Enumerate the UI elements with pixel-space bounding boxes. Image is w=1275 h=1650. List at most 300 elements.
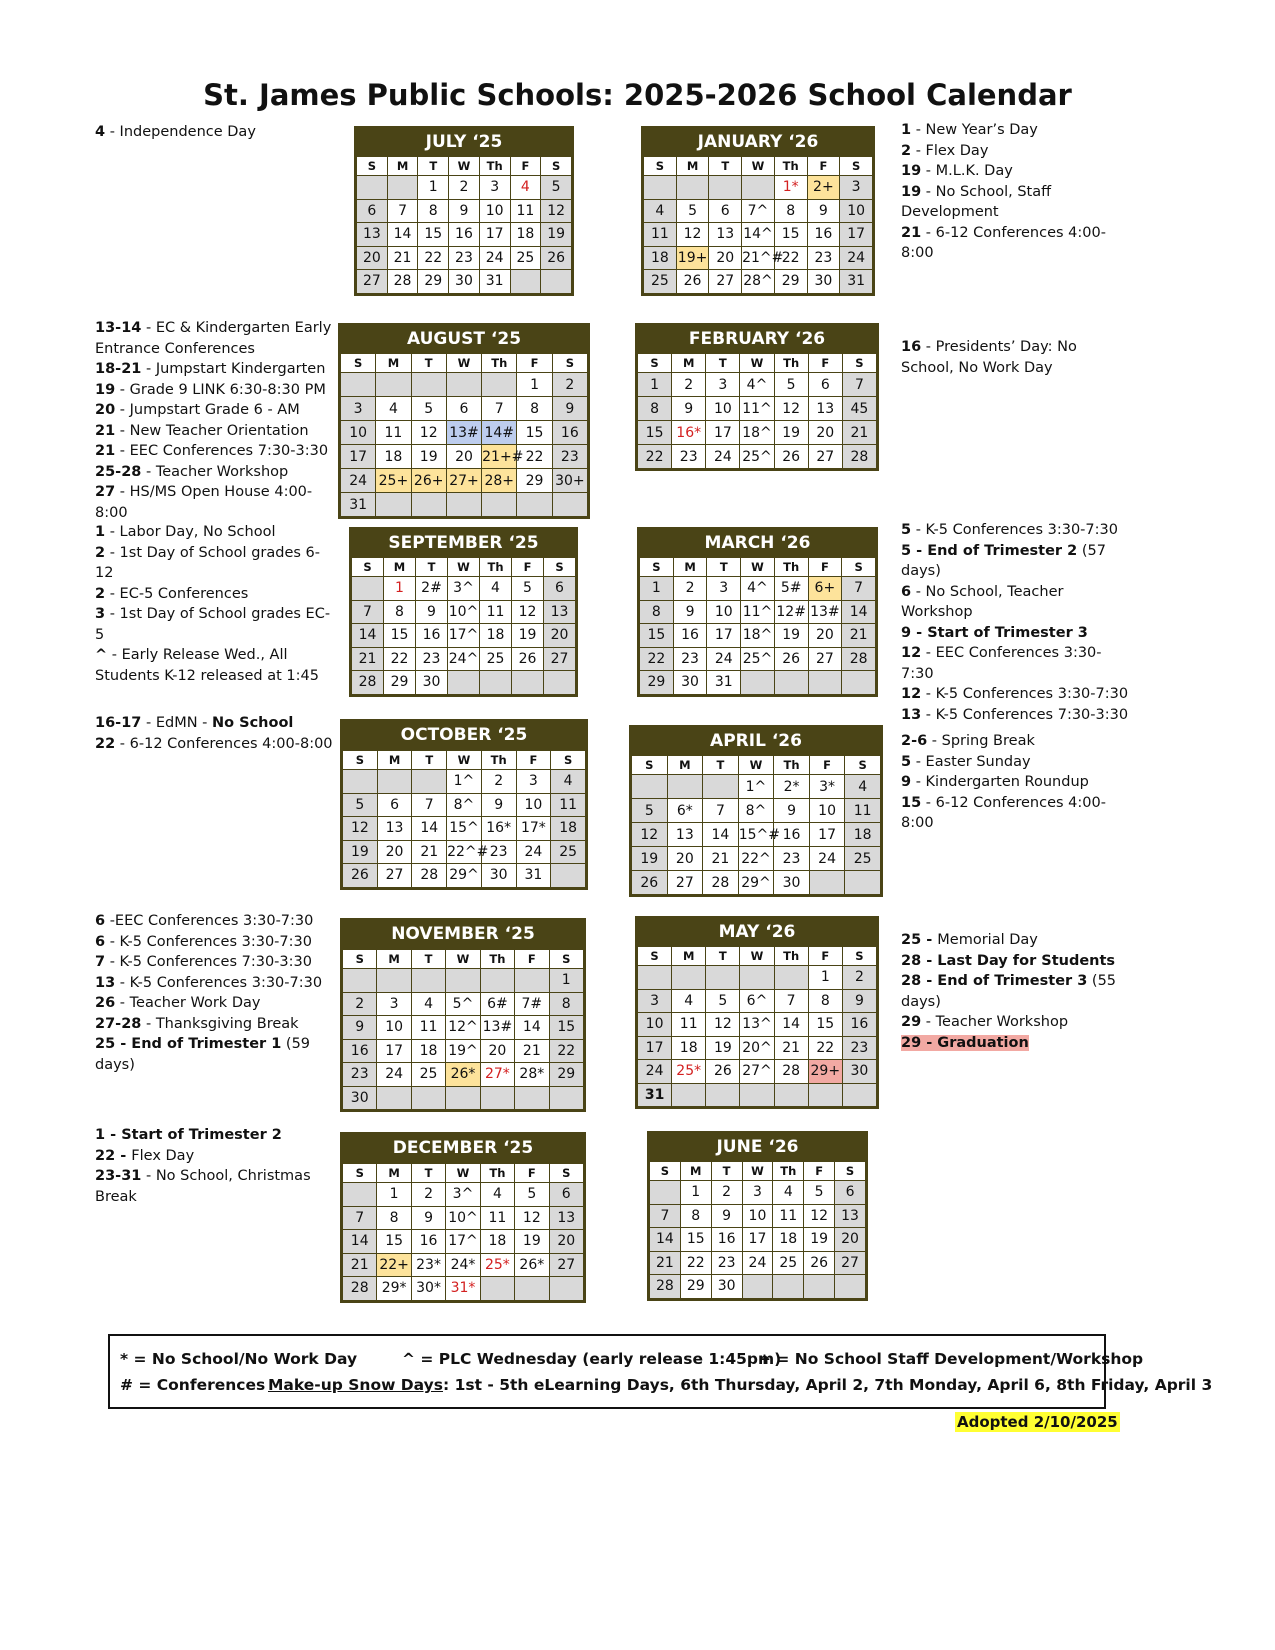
note-text: - K-5 Conferences 3:30-7:30 bbox=[911, 522, 1118, 538]
day-cell: 8 bbox=[638, 397, 672, 421]
day-cell: 19 bbox=[774, 624, 808, 648]
day-cell bbox=[341, 373, 376, 397]
day-cell: 25 bbox=[480, 647, 512, 671]
note-text: ^ bbox=[95, 647, 108, 663]
weekday-header: T bbox=[412, 751, 447, 770]
note-text: 13 bbox=[901, 706, 922, 723]
note-text: 12 bbox=[901, 686, 922, 702]
day-cell: 8 bbox=[774, 199, 807, 223]
note-text: 1 bbox=[901, 122, 912, 138]
day-cell bbox=[446, 969, 480, 993]
day-cell: 5 bbox=[411, 397, 446, 421]
day-cell: 45 bbox=[842, 397, 876, 421]
note-text: 25-28 bbox=[95, 463, 142, 480]
weekday-header: S bbox=[343, 751, 378, 770]
month-title: NOVEMBER ‘25 bbox=[342, 920, 584, 949]
weekday-header: T bbox=[709, 157, 742, 176]
day-cell: 3 bbox=[742, 1181, 773, 1205]
note-item bbox=[901, 684, 1131, 705]
day-cell: 29 bbox=[549, 1063, 583, 1087]
day-cell: 12 bbox=[774, 397, 808, 421]
day-cell: 11 bbox=[773, 1204, 804, 1228]
day-cell: 14 bbox=[412, 817, 447, 841]
day-cell: 5 bbox=[512, 577, 544, 601]
day-cell: 3 bbox=[516, 770, 551, 794]
weekday-header: S bbox=[552, 354, 587, 373]
note-item bbox=[95, 932, 335, 953]
day-cell: 24 bbox=[377, 1063, 411, 1087]
day-cell: 27* bbox=[480, 1063, 514, 1087]
day-cell: 22 bbox=[774, 246, 807, 270]
month-title: MAY ‘26 bbox=[637, 918, 877, 946]
day-cell bbox=[482, 493, 517, 517]
day-cell: 7 bbox=[412, 793, 447, 817]
day-cell: 4 bbox=[551, 770, 586, 794]
weekday-header: F bbox=[516, 751, 551, 770]
note-text: 13 bbox=[95, 974, 116, 991]
day-cell bbox=[446, 1086, 480, 1110]
day-cell: 15 bbox=[640, 624, 674, 648]
day-cell: 13 bbox=[835, 1204, 866, 1228]
day-cell: 9 bbox=[449, 199, 480, 223]
day-cell: 28 bbox=[387, 270, 418, 294]
day-cell: 25+ bbox=[376, 469, 411, 493]
weekday-header: M bbox=[676, 157, 709, 176]
day-cell: 21 bbox=[842, 624, 876, 648]
day-cell: 2 bbox=[343, 992, 377, 1016]
day-cell: 11^ bbox=[741, 600, 775, 624]
weekday-header: F bbox=[808, 947, 842, 966]
note-item bbox=[95, 522, 335, 543]
day-cell: 30 bbox=[449, 270, 480, 294]
weekday-header: S bbox=[632, 756, 668, 775]
weekday-header: M bbox=[377, 751, 412, 770]
note-text: Flex Day bbox=[131, 1147, 195, 1164]
day-cell: 4^ bbox=[741, 577, 775, 601]
weekday-header: T bbox=[418, 157, 449, 176]
day-cell: 5 bbox=[541, 176, 572, 200]
day-cell: 26 bbox=[676, 270, 709, 294]
note-text: 20 bbox=[95, 402, 116, 418]
day-cell: 8 bbox=[808, 989, 842, 1013]
note-text: 19 bbox=[95, 381, 116, 398]
day-cell: 2 bbox=[711, 1181, 742, 1205]
day-cell: 25 bbox=[845, 847, 881, 871]
calendar-sep bbox=[349, 527, 578, 697]
note-item bbox=[95, 543, 335, 584]
note-text: - K-5 Conferences 7:30-3:30 bbox=[921, 706, 1129, 723]
note-text: - K-5 Conferences 7:30-3:30 bbox=[105, 954, 312, 970]
weekday-header: S bbox=[638, 947, 672, 966]
day-cell: 29^ bbox=[738, 871, 774, 895]
note-item bbox=[901, 541, 1131, 582]
weekday-header: S bbox=[650, 1162, 681, 1181]
weekday-header: Th bbox=[774, 947, 808, 966]
day-cell: 1 bbox=[640, 577, 674, 601]
note-text: 16-17 bbox=[95, 715, 142, 731]
day-cell: 9 bbox=[411, 1206, 445, 1230]
note-item bbox=[95, 1146, 335, 1167]
day-cell: 9 bbox=[672, 397, 706, 421]
note-text: 9 - Start of Trimester 3 bbox=[901, 624, 1088, 641]
note-text: - HS/MS Open House 4:00-8:00 bbox=[95, 484, 313, 521]
note-text: - Labor Day, No School bbox=[105, 524, 276, 540]
note-text: 28 - Last Day for Students bbox=[901, 952, 1116, 969]
day-cell bbox=[515, 969, 549, 993]
day-cell: 20^ bbox=[740, 1036, 774, 1060]
day-cell: 20 bbox=[549, 1230, 583, 1254]
day-cell: 20 bbox=[808, 624, 842, 648]
day-cell: 4 bbox=[845, 775, 881, 799]
day-cell: 26 bbox=[774, 647, 808, 671]
weekday-header: F bbox=[512, 558, 544, 577]
day-cell bbox=[376, 493, 411, 517]
day-cell: 11 bbox=[510, 199, 541, 223]
notes-nov bbox=[95, 911, 335, 1075]
day-cell: 19 bbox=[411, 445, 446, 469]
day-cell: 11 bbox=[480, 1206, 514, 1230]
day-cell: 23 bbox=[807, 246, 840, 270]
day-cell bbox=[482, 373, 517, 397]
day-cell: 28 bbox=[412, 864, 447, 888]
note-text: 27 bbox=[95, 484, 116, 500]
note-item bbox=[95, 400, 335, 421]
day-cell: 23 bbox=[552, 445, 587, 469]
note-text: 18-21 bbox=[95, 361, 142, 377]
day-cell: 15^ bbox=[447, 817, 482, 841]
note-text: - 1st Day of School grades EC-5 bbox=[95, 606, 331, 643]
day-cell: 16 bbox=[774, 823, 810, 847]
day-cell: 23 bbox=[672, 445, 706, 469]
day-cell: 11 bbox=[376, 421, 411, 445]
day-cell: 3 bbox=[840, 176, 873, 200]
legend-box bbox=[108, 1334, 1213, 1409]
day-cell: 12 bbox=[804, 1204, 835, 1228]
day-cell: 9 bbox=[673, 600, 707, 624]
day-cell: 13^ bbox=[740, 1013, 774, 1037]
day-cell: 4 bbox=[411, 992, 445, 1016]
day-cell: 17 bbox=[707, 624, 741, 648]
day-cell: 2+ bbox=[807, 176, 840, 200]
weekday-header: S bbox=[835, 1162, 866, 1181]
weekday-header: W bbox=[448, 558, 480, 577]
note-text: 26 bbox=[95, 995, 116, 1011]
day-cell: 25* bbox=[480, 1253, 514, 1277]
note-text: - Independence Day bbox=[105, 124, 256, 140]
day-cell: 12 bbox=[541, 199, 572, 223]
day-cell: 5^ bbox=[446, 992, 480, 1016]
month-title: AUGUST ‘25 bbox=[340, 325, 588, 353]
day-cell: 28^ bbox=[742, 270, 775, 294]
note-item bbox=[901, 971, 1131, 1012]
day-cell: 21 bbox=[343, 1253, 377, 1277]
note-item bbox=[901, 772, 1131, 793]
day-cell bbox=[706, 966, 740, 990]
day-cell: 25* bbox=[672, 1060, 706, 1084]
day-cell bbox=[411, 969, 445, 993]
day-cell: 15 bbox=[638, 421, 672, 445]
note-item bbox=[901, 930, 1131, 951]
note-text: 22 bbox=[95, 735, 116, 752]
weekday-header: Th bbox=[481, 751, 516, 770]
day-cell: 20 bbox=[808, 421, 842, 445]
day-cell: 26 bbox=[706, 1060, 740, 1084]
day-cell: 30+ bbox=[552, 469, 587, 493]
day-cell: 26+ bbox=[411, 469, 446, 493]
day-cell bbox=[448, 671, 480, 695]
day-cell: 8 bbox=[384, 600, 416, 624]
weekday-header: S bbox=[549, 950, 583, 969]
day-cell: 28 bbox=[343, 1277, 377, 1301]
note-item bbox=[95, 713, 335, 734]
weekday-header: Th bbox=[480, 558, 512, 577]
day-cell: 16 bbox=[449, 223, 480, 247]
day-cell bbox=[377, 1086, 411, 1110]
day-cell: 3 bbox=[638, 989, 672, 1013]
calendar-jun bbox=[647, 1131, 868, 1301]
weekday-header: T bbox=[706, 947, 740, 966]
day-cell: 10 bbox=[840, 199, 873, 223]
note-text: 25 - bbox=[901, 932, 938, 948]
day-cell: 27 bbox=[549, 1253, 583, 1277]
note-item bbox=[901, 337, 1131, 378]
day-cell: 3 bbox=[479, 176, 510, 200]
day-cell: 22 bbox=[640, 647, 674, 671]
day-cell: 6* bbox=[667, 799, 703, 823]
weekday-header: W bbox=[738, 756, 774, 775]
legend-conferences: # = Conferences bbox=[120, 1376, 266, 1394]
day-cell: 17^ bbox=[448, 624, 480, 648]
day-cell: 27 bbox=[835, 1251, 866, 1275]
day-cell bbox=[510, 270, 541, 294]
day-cell: 18^ bbox=[741, 624, 775, 648]
weekday-header: S bbox=[551, 751, 586, 770]
calendar-nov bbox=[340, 918, 586, 1112]
weekday-header: Th bbox=[774, 354, 808, 373]
day-cell bbox=[549, 1086, 583, 1110]
note-text: 12 bbox=[901, 645, 922, 661]
day-cell bbox=[541, 270, 572, 294]
note-text: - No School, Teacher Workshop bbox=[901, 583, 1064, 620]
weekday-header: M bbox=[672, 354, 706, 373]
day-cell: 21 bbox=[650, 1251, 681, 1275]
day-cell: 23 bbox=[416, 647, 448, 671]
day-cell: 10 bbox=[516, 793, 551, 817]
day-cell: 4 bbox=[376, 397, 411, 421]
weekday-header: W bbox=[740, 947, 774, 966]
day-cell: 16 bbox=[711, 1228, 742, 1252]
day-cell: 21 bbox=[842, 421, 876, 445]
day-cell: 14^ bbox=[742, 223, 775, 247]
day-cell: 26 bbox=[632, 871, 668, 895]
day-cell: 12 bbox=[515, 1206, 549, 1230]
day-cell: 5 bbox=[515, 1183, 549, 1207]
day-cell: 6 bbox=[357, 199, 388, 223]
day-cell: 11 bbox=[411, 1016, 445, 1040]
day-cell: 17 bbox=[479, 223, 510, 247]
day-cell: 27 bbox=[377, 864, 412, 888]
notes-dec bbox=[95, 1125, 335, 1207]
day-cell: 10^ bbox=[446, 1206, 480, 1230]
note-item bbox=[95, 1125, 335, 1146]
day-cell: 22+ bbox=[377, 1253, 411, 1277]
day-cell bbox=[376, 373, 411, 397]
day-cell bbox=[740, 1083, 774, 1107]
calendar-feb bbox=[635, 323, 879, 471]
day-cell: 13# bbox=[808, 600, 842, 624]
note-item bbox=[901, 1033, 1131, 1054]
weekday-header: S bbox=[840, 157, 873, 176]
note-item bbox=[901, 793, 1131, 834]
weekday-header: F bbox=[510, 157, 541, 176]
note-text: 21 bbox=[95, 422, 116, 439]
day-cell: 10 bbox=[341, 421, 376, 445]
note-item bbox=[95, 482, 335, 523]
day-cell bbox=[676, 176, 709, 200]
note-item bbox=[95, 734, 335, 755]
day-cell: 19 bbox=[804, 1228, 835, 1252]
day-cell: 27^ bbox=[740, 1060, 774, 1084]
legend-no-school: * = No School/No Work Day bbox=[120, 1350, 358, 1368]
day-cell: 15 bbox=[549, 1016, 583, 1040]
notes-sep bbox=[95, 522, 335, 686]
day-cell: 4 bbox=[510, 176, 541, 200]
day-cell bbox=[773, 1275, 804, 1299]
day-cell: 29* bbox=[377, 1277, 411, 1301]
day-cell bbox=[667, 775, 703, 799]
day-cell bbox=[343, 969, 377, 993]
day-cell: 5 bbox=[774, 373, 808, 397]
day-cell: 28 bbox=[352, 671, 384, 695]
weekday-header: F bbox=[515, 950, 549, 969]
day-cell bbox=[835, 1275, 866, 1299]
day-cell: 23* bbox=[411, 1253, 445, 1277]
note-text: (57 days) bbox=[901, 542, 1106, 579]
weekday-header: M bbox=[377, 1164, 411, 1183]
weekday-header: Th bbox=[480, 1164, 514, 1183]
note-text: 19 bbox=[901, 183, 922, 200]
day-cell: 14# bbox=[482, 421, 517, 445]
day-cell: 29 bbox=[774, 270, 807, 294]
day-cell: 18 bbox=[773, 1228, 804, 1252]
day-cell: 21 bbox=[703, 847, 739, 871]
note-item bbox=[901, 582, 1131, 623]
note-text: 2 bbox=[95, 585, 106, 602]
day-cell bbox=[549, 1277, 583, 1301]
note-text: 22 - bbox=[95, 1147, 132, 1164]
day-cell: 12 bbox=[343, 817, 378, 841]
day-cell: 5 bbox=[632, 799, 668, 823]
day-cell: 20 bbox=[667, 847, 703, 871]
weekday-header: S bbox=[842, 558, 876, 577]
day-cell: 6+ bbox=[808, 577, 842, 601]
day-cell bbox=[842, 671, 876, 695]
day-cell: 25 bbox=[411, 1063, 445, 1087]
weekday-header: S bbox=[544, 558, 576, 577]
day-cell: 7^ bbox=[742, 199, 775, 223]
day-cell: 3 bbox=[706, 373, 740, 397]
note-text: - Grade 9 LINK 6:30-8:30 PM bbox=[115, 381, 326, 398]
day-cell: 12 bbox=[512, 600, 544, 624]
note-text: - EEC Conferences 7:30-3:30 bbox=[115, 443, 329, 459]
day-cell: 22^ bbox=[738, 847, 774, 871]
day-cell: 30 bbox=[842, 1060, 876, 1084]
day-cell: 2 bbox=[411, 1183, 445, 1207]
day-cell: 30 bbox=[711, 1275, 742, 1299]
day-cell: 22 bbox=[549, 1039, 583, 1063]
day-cell: 14 bbox=[774, 1013, 808, 1037]
note-text: No School bbox=[212, 715, 294, 731]
calendar-oct bbox=[340, 719, 588, 890]
day-cell: 3 bbox=[707, 577, 741, 601]
day-cell: 19 bbox=[515, 1230, 549, 1254]
day-cell: 24* bbox=[446, 1253, 480, 1277]
day-cell: 26 bbox=[804, 1251, 835, 1275]
day-cell: 2 bbox=[842, 966, 876, 990]
note-item bbox=[95, 584, 335, 605]
notes-aug bbox=[95, 318, 335, 523]
day-cell: 28 bbox=[703, 871, 739, 895]
day-cell: 3^ bbox=[446, 1183, 480, 1207]
day-cell bbox=[343, 770, 378, 794]
note-text: 2 bbox=[901, 142, 912, 159]
weekday-header: W bbox=[446, 354, 481, 373]
note-item bbox=[901, 161, 1131, 182]
day-cell bbox=[352, 577, 384, 601]
day-cell: 31 bbox=[707, 671, 741, 695]
day-cell: 18 bbox=[672, 1036, 706, 1060]
month-title: FEBRUARY ‘26 bbox=[637, 325, 877, 353]
weekday-header: W bbox=[740, 354, 774, 373]
day-cell bbox=[808, 671, 842, 695]
calendar-jul bbox=[354, 126, 574, 296]
day-cell: 5 bbox=[676, 199, 709, 223]
weekday-header: S bbox=[357, 157, 388, 176]
note-item bbox=[901, 623, 1131, 644]
weekday-header: W bbox=[741, 558, 775, 577]
day-cell: 16 bbox=[552, 421, 587, 445]
day-cell: 14 bbox=[842, 600, 876, 624]
day-cell bbox=[517, 493, 552, 517]
calendar-dec bbox=[340, 1132, 586, 1303]
note-item bbox=[901, 951, 1131, 972]
day-cell: 2 bbox=[552, 373, 587, 397]
note-item bbox=[901, 643, 1131, 684]
note-text: 2 bbox=[95, 544, 106, 561]
note-text: - Jumpstart Kindergarten bbox=[141, 361, 326, 377]
day-cell: 15 bbox=[774, 223, 807, 247]
note-text: - New Year’s Day bbox=[911, 122, 1038, 138]
day-cell: 30 bbox=[481, 864, 516, 888]
weekday-header: S bbox=[644, 157, 677, 176]
day-cell: 16 bbox=[343, 1039, 377, 1063]
day-cell: 10 bbox=[707, 600, 741, 624]
day-cell bbox=[672, 966, 706, 990]
weekday-header: M bbox=[680, 1162, 711, 1181]
weekday-header: M bbox=[377, 950, 411, 969]
day-cell: 28 bbox=[774, 1060, 808, 1084]
day-cell: 30 bbox=[416, 671, 448, 695]
day-cell: 17 bbox=[840, 223, 873, 247]
day-cell: 29 bbox=[680, 1275, 711, 1299]
day-cell: 24 bbox=[479, 246, 510, 270]
day-cell: 20 bbox=[835, 1228, 866, 1252]
weekday-header: F bbox=[515, 1164, 549, 1183]
note-text: 3 bbox=[95, 606, 106, 622]
day-cell bbox=[644, 176, 677, 200]
note-text: - Spring Break bbox=[927, 733, 1035, 749]
day-cell: 9 bbox=[343, 1016, 377, 1040]
